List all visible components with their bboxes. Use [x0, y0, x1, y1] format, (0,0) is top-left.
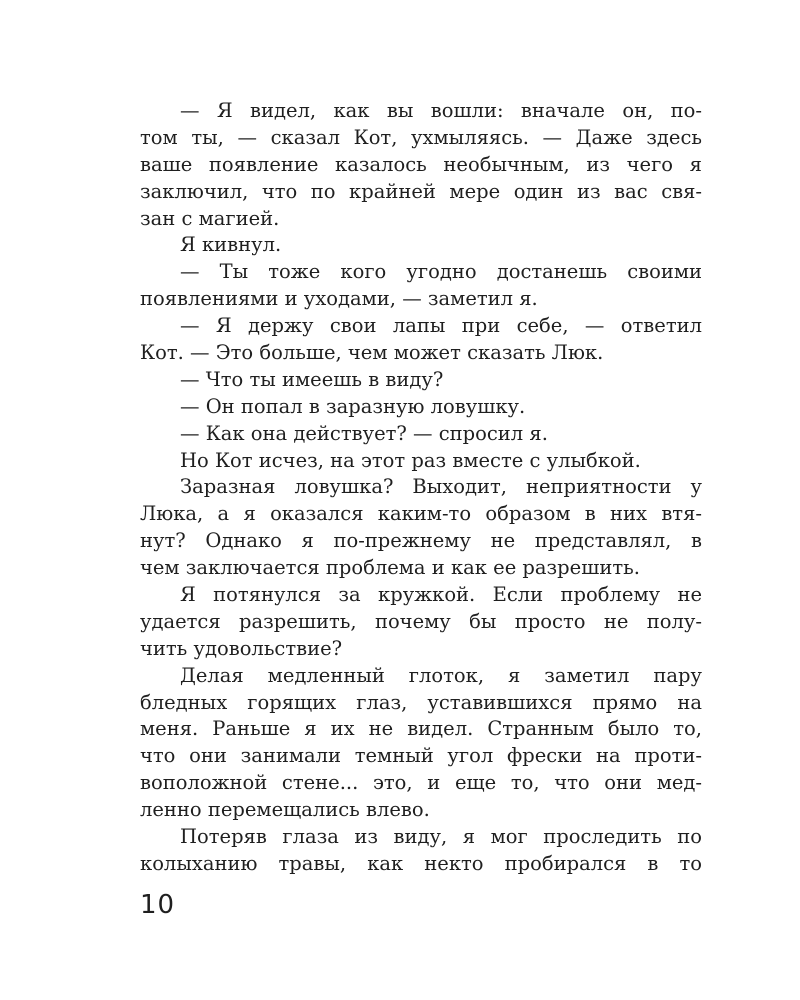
text-line: — Что ты имеешь в виду? — [180, 367, 444, 391]
text-line: появлениями и уходами, — заметил я. — [140, 287, 538, 311]
text-line: — Я держу свои лапы при себе, — ответил — [180, 314, 702, 338]
text-line: — Ты тоже кого угодно достанешь своими — [180, 260, 702, 284]
text-line: Кот. — Это больше, чем может сказать Люк. — [140, 341, 604, 365]
text-line: Заразная ловушка? Выходит, неприятности у — [180, 475, 702, 499]
text-line: ваше появление казалось необычным, из чего я — [140, 152, 702, 176]
text-line: чить удовольствие? — [140, 636, 343, 660]
text-line: — Как она действует? — спросил я. — [180, 421, 548, 445]
text-line: что они занимали темный угол фрески на проти- — [140, 744, 702, 768]
text-line: — Я видел, как вы вошли: вначале он, по- — [180, 99, 702, 122]
text-line: Но Кот исчез, на этот раз вместе с улыбкой. — [180, 448, 641, 472]
text-line: Я потянулся за кружкой. Если проблему не — [180, 583, 702, 607]
body-text — [140, 98, 702, 878]
text-line: Я кивнул. — [180, 233, 282, 257]
text-line: чем заключается проблема и как ее разрешить. — [140, 556, 640, 580]
text-line: бледных горящих глаз, уставившихся прямо на — [140, 690, 702, 714]
text-line: меня. Раньше я их не видел. Странным было то, — [140, 717, 702, 741]
text-line: заключил, что по крайней мере один из вас свя- — [140, 179, 702, 203]
text-line: — Он попал в заразную ловушку. — [180, 394, 526, 418]
text-line: Делая медленный глоток, я заметил пару — [180, 663, 702, 687]
text-line: нут? Однако я по-прежнему не представлял, в — [140, 529, 702, 553]
text-line: Люка, а я оказался каким-то образом в них втя- — [140, 502, 702, 526]
text-line: том ты, — сказал Кот, ухмыляясь. — Даже здесь — [140, 125, 702, 149]
text-line: зан с магией. — [140, 206, 280, 230]
text-line: Потеряв глаза из виду, я мог проследить по — [180, 825, 702, 849]
text-line: удается разрешить, почему бы просто не полу- — [140, 609, 702, 633]
text-line: воположной стене... это, и еще то, что они мед- — [140, 771, 702, 795]
text-line: колыханию травы, как некто пробирался в то — [140, 851, 702, 875]
page-number: 10 — [140, 890, 176, 920]
text-line: ленно перемещались влево. — [140, 798, 430, 822]
